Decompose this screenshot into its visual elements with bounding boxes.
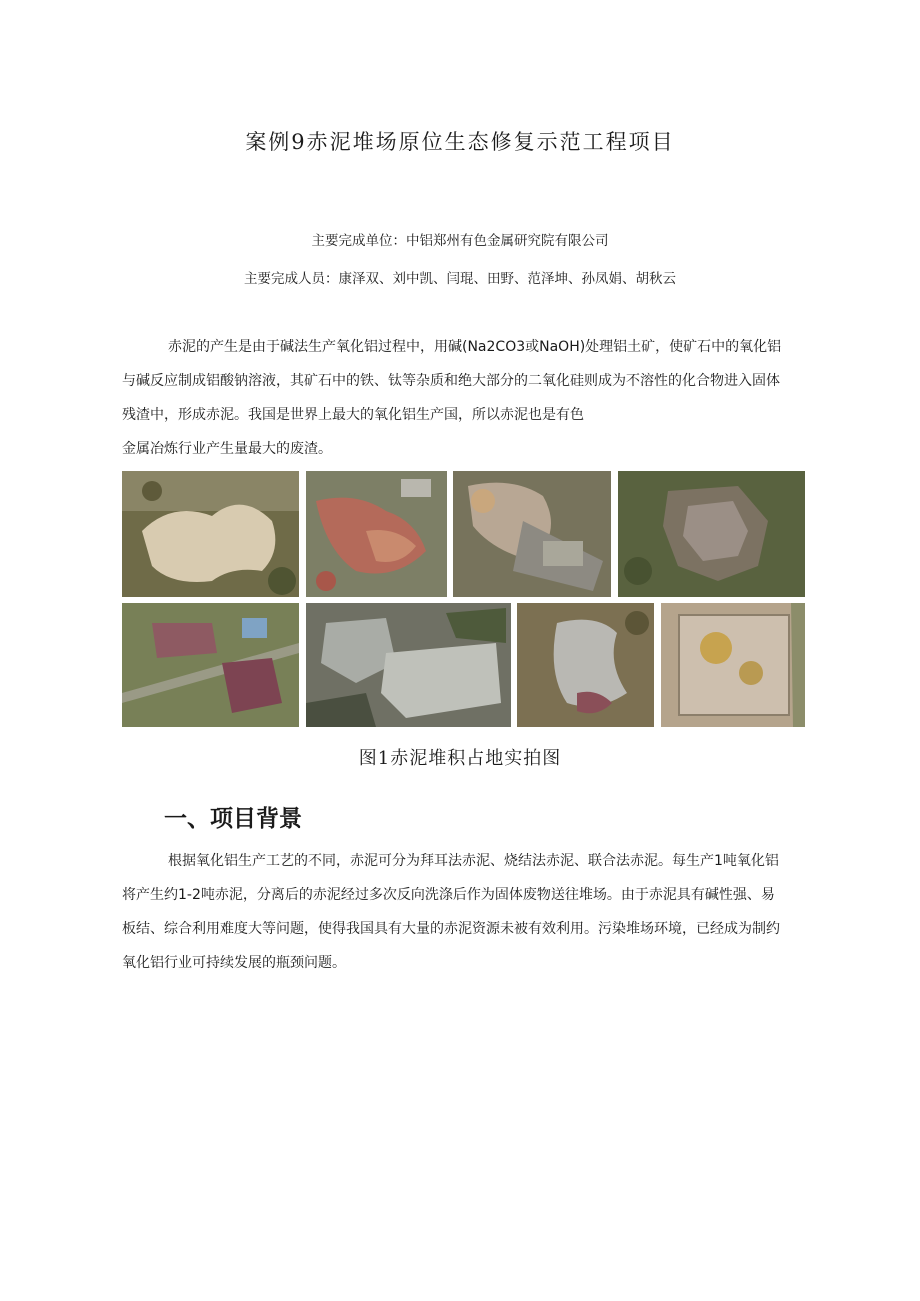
aerial-photo-4 (618, 471, 805, 597)
background-line: 氧化铝行业可持续发展的瓶颈问题。 (122, 955, 346, 971)
completion-unit: 主要完成单位：中铝郑州有色金属研究院有限公司 (311, 233, 609, 249)
section-heading: 一、项目背景 (164, 806, 302, 832)
background-line: 将产生约1-2吨赤泥，分离后的赤泥经过多次反向洗涤后作为固体废物送往堆场。由于赤泥具有碱性强、易 (122, 887, 775, 903)
document-title: 案例9赤泥堆场原位生态修复示范工程项目 (245, 130, 675, 154)
aerial-photo-5 (122, 603, 299, 727)
background-line: 板结、综合利用难度大等问题，使得我国具有大量的赤泥资源未被有效利用。污染堆场环境，已经成为制约 (122, 921, 780, 937)
aerial-photo-8 (661, 603, 805, 727)
intro-line: 金属冶炼行业产生量最大的废渣。 (122, 441, 332, 457)
intro-line: 与碱反应制成铝酸钠溶液，其矿石中的铁、钛等杂质和绝大部分的二氧化硅则成为不溶性的化合物进入固体 (122, 373, 780, 389)
figure-caption: 图1赤泥堆积占地实拍图 (358, 748, 562, 769)
intro-paragraph (122, 330, 808, 466)
background-paragraph (122, 844, 808, 980)
completion-people: 主要完成人员：康泽双、刘中凯、闫琨、田野、范泽坤、孙凤娟、胡秋云 (244, 271, 676, 287)
aerial-photo-2 (306, 471, 447, 597)
aerial-photo-7 (517, 603, 654, 727)
aerial-photo-6 (306, 603, 511, 727)
intro-line: 残渣中，形成赤泥。我国是世界上最大的氧化铝生产国，所以赤泥也是有色 (122, 407, 584, 423)
aerial-photo-3 (453, 471, 611, 597)
aerial-photo-1 (122, 471, 299, 597)
background-line: 根据氧化铝生产工艺的不同，赤泥可分为拜耳法赤泥、烧结法赤泥、联合法赤泥。每生产1吨氧化铝 (168, 853, 779, 869)
intro-line: 赤泥的产生是由于碱法生产氧化铝过程中，用碱(Na2CO3或NaOH)处理铝土矿，使矿石中的氧化铝 (168, 339, 782, 355)
